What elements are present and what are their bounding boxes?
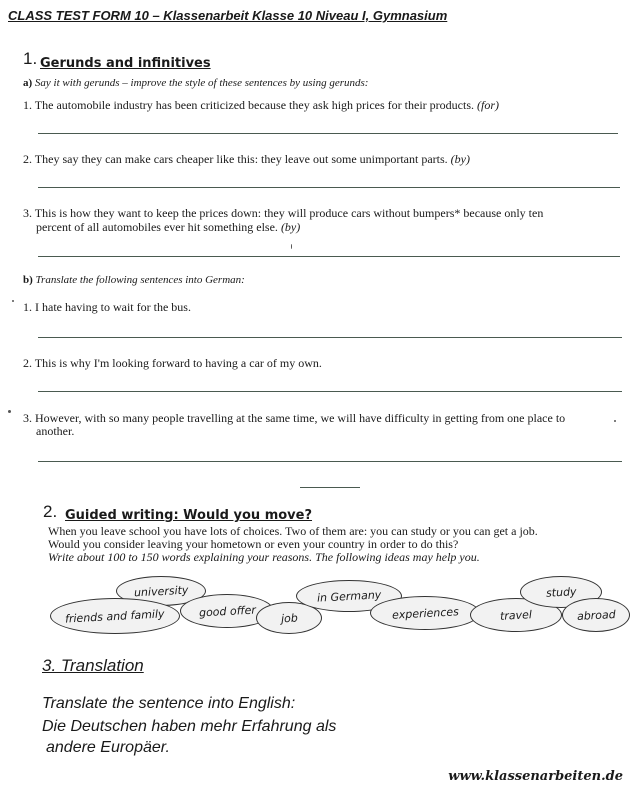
- item-text: percent of all automobiles ever hit something else.: [36, 220, 278, 234]
- exercise-a1: [23, 98, 499, 113]
- section-1-title: Gerunds and infinitives: [40, 56, 211, 71]
- translation-sentence-1: Die Deutschen haben mehr Erfahrung als: [42, 718, 337, 735]
- answer-line-a2[interactable]: [38, 187, 620, 188]
- idea-bubble: job: [256, 602, 322, 634]
- section-2-line-2: Would you consider leaving your hometown or even your country in order to do this?: [48, 537, 459, 551]
- section-2-number: 2.: [43, 502, 58, 521]
- worksheet-header: CLASS TEST FORM 10 – Klassenarbeit Klasse 10 Niveau I, Gymnasium: [8, 8, 448, 23]
- scan-speck: [8, 410, 11, 413]
- item-hint: (by): [450, 152, 470, 166]
- section-3-title: 3. Translation: [42, 656, 144, 675]
- answer-line-b1[interactable]: [38, 337, 622, 338]
- item-text: I hate having to wait for the bus.: [35, 300, 191, 314]
- item-number: 1.: [23, 300, 32, 314]
- part-b-text: Translate the following sentences into German:: [35, 274, 245, 286]
- section-2-title: Guided writing: Would you move?: [65, 508, 313, 523]
- part-b-instruction: [23, 274, 245, 286]
- idea-bubbles: [50, 574, 630, 636]
- section-2-line-3: Write about 100 to 150 words explaining your reasons. The following ideas may help you.: [48, 550, 480, 564]
- exercise-a3: [23, 206, 543, 221]
- item-text: However, with so many people travelling at the same time, we will have difficulty in getting from one place to: [35, 411, 566, 425]
- idea-bubble: in Germany: [296, 580, 402, 612]
- divider: [300, 487, 360, 488]
- translation-sentence-2: andere Europäer.: [46, 739, 170, 756]
- answer-line-b3[interactable]: [38, 461, 622, 462]
- scan-speck: [12, 300, 14, 302]
- exercise-b2: [23, 356, 322, 371]
- part-a-label: a): [23, 77, 33, 89]
- answer-line-a1[interactable]: [38, 133, 618, 134]
- item-number: 2.: [23, 152, 32, 166]
- answer-line-b2[interactable]: [38, 391, 622, 392]
- item-text: They say they can make cars cheaper like this: they leave out some unimportant parts.: [34, 152, 448, 166]
- part-a-instruction: [23, 77, 368, 89]
- idea-bubble: good offer: [180, 594, 274, 628]
- item-text: This is why I'm looking forward to having a car of my own.: [34, 356, 322, 370]
- scan-speck: [614, 420, 616, 422]
- idea-bubble: travel: [470, 598, 562, 632]
- footer-url: www.klassenarbeiten.de: [448, 769, 623, 784]
- section-2-line-1: When you leave school you have lots of choices. Two of them are: you can study or you can get a job.: [48, 524, 538, 538]
- idea-bubble: abroad: [562, 598, 630, 632]
- part-b-label: b): [23, 274, 33, 286]
- item-number: 3.: [23, 411, 32, 425]
- exercise-a3-continued: [36, 220, 300, 235]
- exercise-a2: [23, 152, 470, 167]
- answer-line-a3[interactable]: [38, 256, 620, 257]
- scan-speck: [291, 244, 292, 249]
- exercise-b1: [23, 300, 191, 315]
- idea-bubble: study: [520, 576, 602, 608]
- item-number: 2.: [23, 356, 32, 370]
- part-a-text: Say it with gerunds – improve the style of these sentences by using gerunds:: [34, 77, 369, 89]
- idea-bubble: friends and family: [50, 598, 180, 634]
- idea-bubble: university: [116, 576, 206, 606]
- item-text: This is how they want to keep the prices down: they will produce cars without bumpers* because only ten: [34, 206, 544, 220]
- section-1-number: 1.: [23, 49, 38, 68]
- item-hint: (for): [477, 98, 499, 112]
- idea-bubble: experiences: [370, 596, 480, 630]
- item-number: 3.: [23, 206, 32, 220]
- section-3-instruction: Translate the sentence into English:: [42, 695, 296, 712]
- item-hint: (by): [280, 220, 301, 234]
- exercise-b3: [23, 411, 565, 426]
- exercise-b3-continued: another.: [36, 424, 75, 438]
- item-number: 1.: [23, 98, 32, 112]
- item-text: The automobile industry has been criticized because they ask high prices for their products.: [34, 98, 474, 112]
